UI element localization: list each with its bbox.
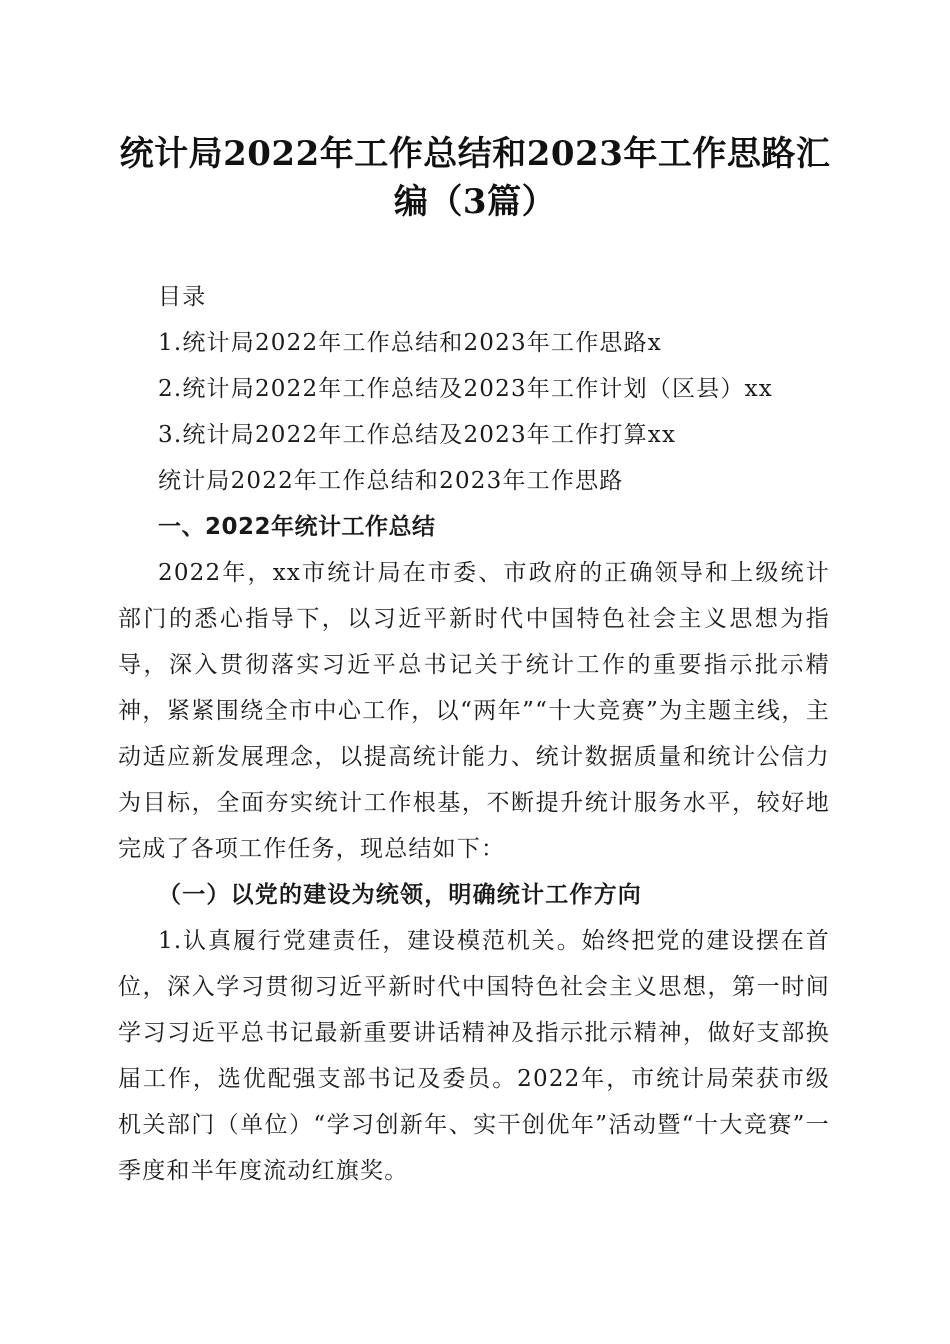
document-title: 统计局2022年工作总结和2023年工作思路汇编（3篇） [119,134,831,222]
toc-item-3[interactable]: 3.统计局2022年工作总结及2023年工作打算xx [158,422,677,448]
toc-heading: 目录 [158,284,207,310]
paragraph-party-building [118,918,830,1194]
paragraph-2-text: 1.认真履行党建责任，建设模范机关。始终把党的建设摆在首位，深入学习贯彻习近平新时代中国特色社会主义思想，第一时间学习习近平总书记最新重要讲话精神及指示批示精神，做好支部换届工作，选优配强支部书记及委员。2022年，市统计局荣获市级机关部门（单位）“学习创新年、实干创优年”活动暨“十大竞赛”一季度和半年度流动红旗奖。 [118,928,830,1184]
paragraph-1-text: 2022年，xx市统计局在市委、市政府的正确领导和上级统计部门的悉心指导下，以习近平新时代中国特色社会主义思想为指导，深入贯彻落实习近平总书记关于统计工作的重要指示批示精神，紧紧围绕全市中心工作，以“两年”“十大竞赛”为主题主线，主动适应新发展理念，以提高统计能力、统计数据质量和统计公信力为目标，全面夯实统计工作根基，不断提升统计服务水平，较好地完成了各项工作任务，现总结如下： [118,560,830,862]
heading-2022-summary: 一、2022年统计工作总结 [158,514,436,540]
document-body [118,274,830,1194]
paragraph-overview [118,550,830,872]
section-title: 统计局2022年工作总结和2023年工作思路 [158,468,624,494]
heading-party-building: （一）以党的建设为统领，明确统计工作方向 [158,881,642,908]
toc-item-2[interactable]: 2.统计局2022年工作总结及2023年工作计划（区县）xx [158,376,773,402]
toc-item-1[interactable]: 1.统计局2022年工作总结和2023年工作思路x [158,330,662,356]
